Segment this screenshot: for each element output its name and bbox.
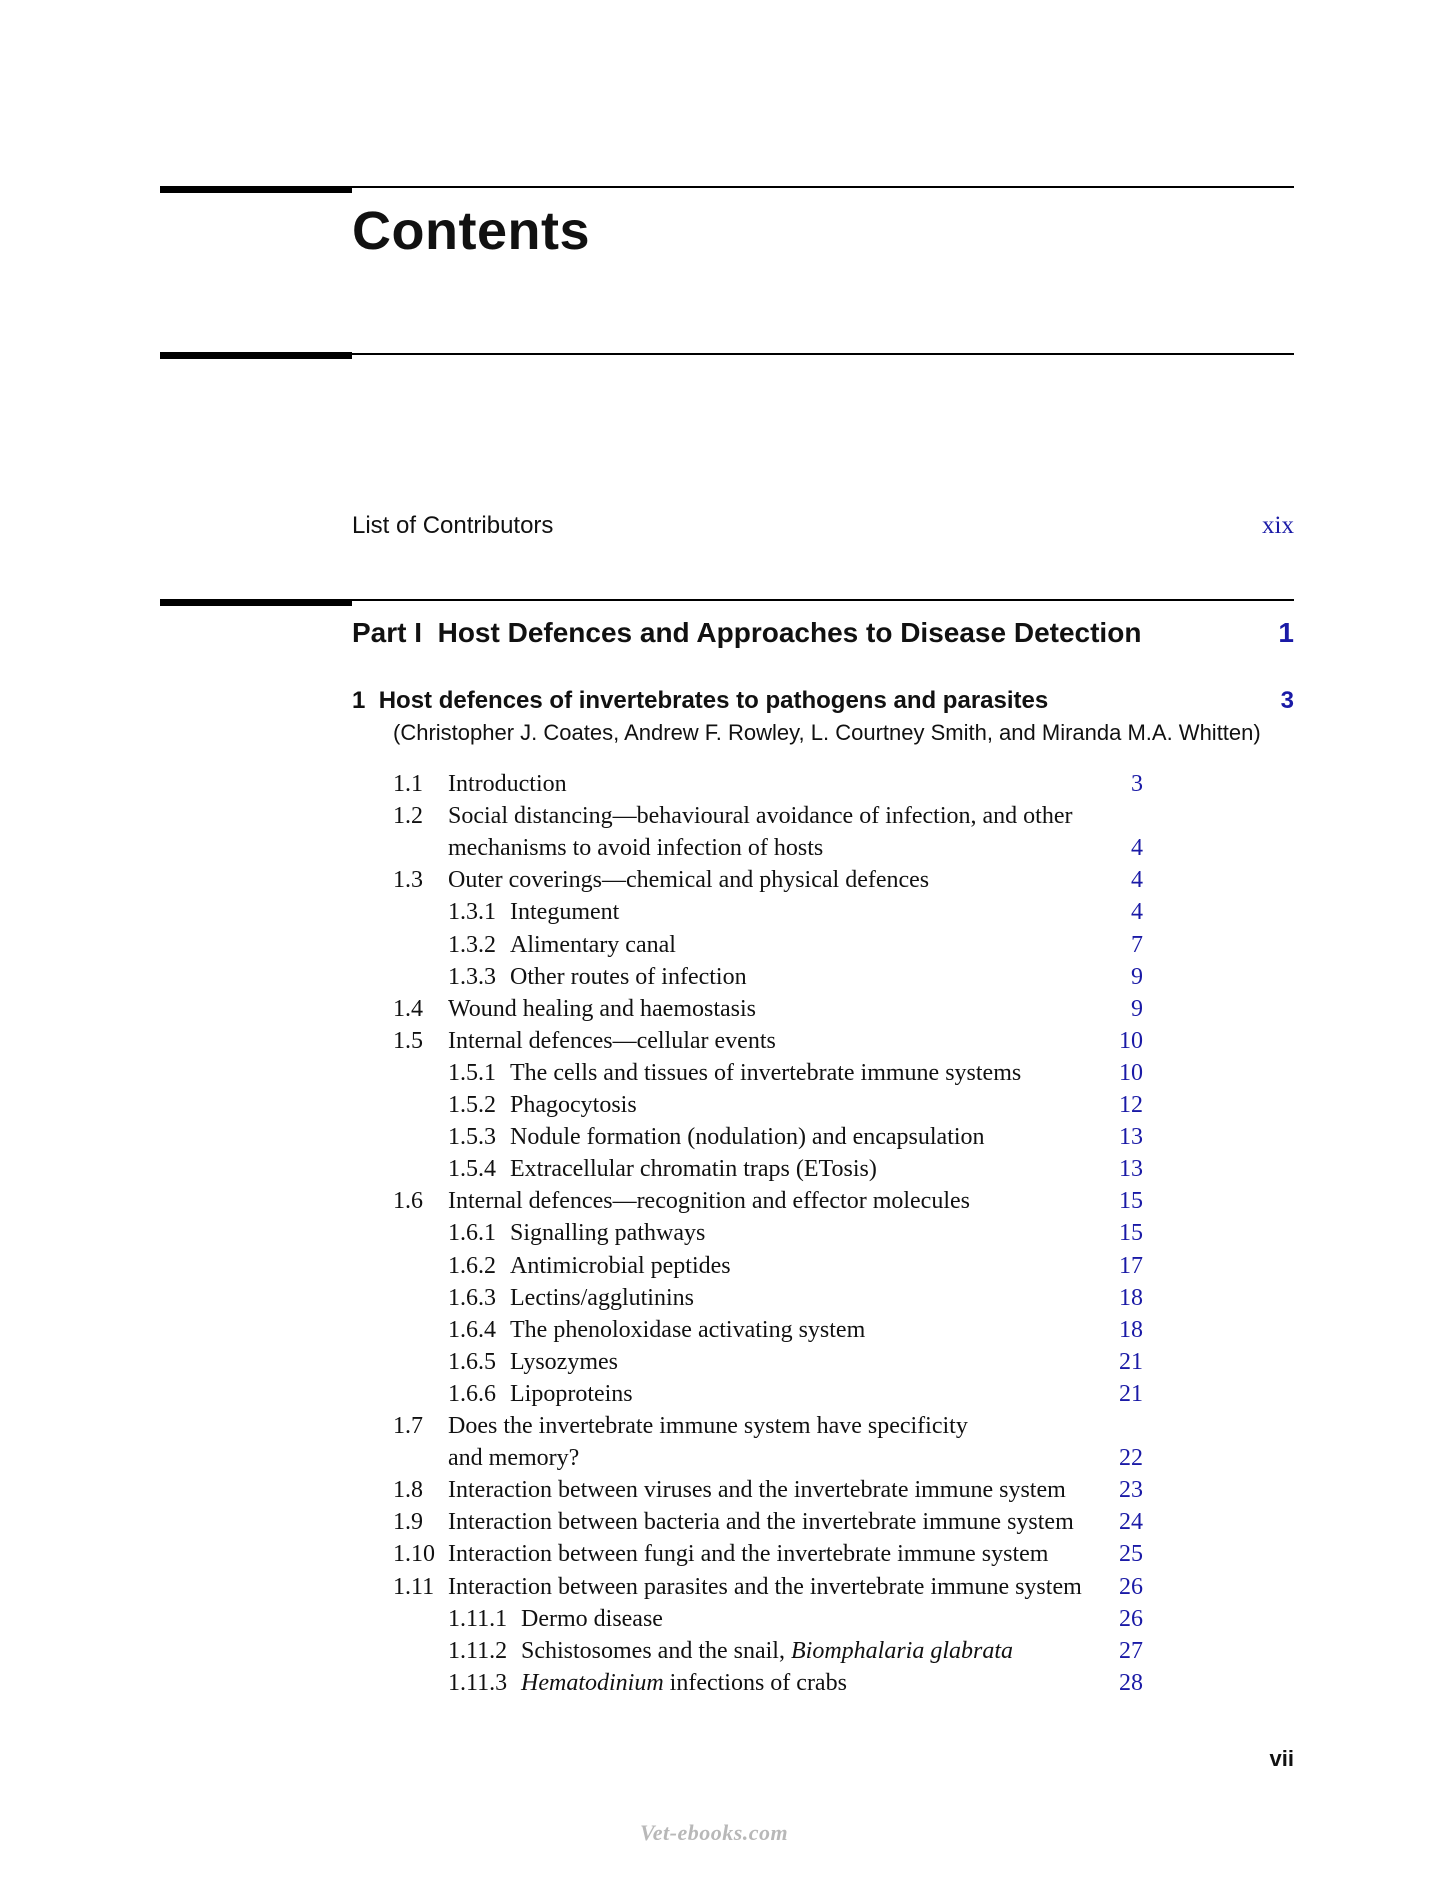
- toc-entry-number: 1.4: [393, 995, 423, 1022]
- toc-entry-title: [521, 1667, 847, 1699]
- toc-entry-title: Interaction between parasites and the invertebrate immune system: [448, 1573, 1082, 1600]
- toc-entry[interactable]: [0, 768, 1294, 800]
- toc-entry-number: 1.5.2: [448, 1092, 496, 1118]
- toc-entry-page-link[interactable]: 26: [1119, 1573, 1143, 1600]
- toc-entry-number: 1.11.1: [448, 1605, 508, 1632]
- toc-entry[interactable]: [0, 1378, 1294, 1410]
- toc-entry-number: 1.5.1: [448, 1059, 496, 1086]
- toc-entry[interactable]: [0, 1282, 1294, 1314]
- toc-entry-number: 1.2: [393, 803, 423, 830]
- toc-entry-title: Social distancing—behavioural avoidance of infection, and other: [448, 803, 1073, 830]
- page-title: Contents: [352, 201, 590, 261]
- toc-entry-number: 1.10: [393, 1541, 435, 1568]
- toc-entry-title: Outer coverings—chemical and physical defences: [448, 867, 930, 894]
- toc-entry-title: Phagocytosis: [510, 1092, 637, 1118]
- chapter-page-link[interactable]: 3: [1280, 687, 1294, 714]
- toc-entry-page-link[interactable]: 3: [1131, 771, 1143, 797]
- toc-entry-title: and memory?: [448, 1445, 580, 1472]
- toc-entry-number: 1.6.5: [448, 1348, 496, 1375]
- toc-entry-title: Introduction: [448, 771, 567, 797]
- toc-entry-number: 1.1: [393, 771, 423, 797]
- toc-entry-page-link[interactable]: 26: [1119, 1605, 1143, 1632]
- toc-entry-title: [521, 1635, 1013, 1667]
- toc-entry-page-link[interactable]: 27: [1119, 1637, 1143, 1664]
- toc-entry-title: Alimentary canal: [510, 931, 676, 958]
- toc-entry-title: Extracellular chromatin traps (ETosis): [510, 1156, 877, 1183]
- toc-entry[interactable]: [0, 1635, 1294, 1667]
- toc-entry-number: 1.6.3: [448, 1284, 496, 1311]
- toc-entry-number: 1.7: [393, 1413, 423, 1439]
- toc-entry-number: 1.3.2: [448, 931, 496, 958]
- toc-entry-page-link[interactable]: 18: [1119, 1316, 1143, 1343]
- toc-entry-title: Nodule formation (nodulation) and encapsulation: [510, 1124, 985, 1151]
- toc-entry[interactable]: [0, 929, 1294, 961]
- toc-entry-title-text: infections of crabs: [663, 1669, 847, 1696]
- toc-entry[interactable]: [0, 1346, 1294, 1378]
- toc-entry[interactable]: [0, 1410, 1294, 1442]
- heading-rule-thin-top: [160, 186, 1294, 188]
- toc-entry-number: 1.3.3: [448, 963, 496, 990]
- toc-entry-title-italic: Biomphalaria glabrata: [790, 1637, 1013, 1664]
- toc-entry-page-link[interactable]: 4: [1131, 835, 1143, 862]
- page-number: vii: [1269, 1746, 1294, 1771]
- toc-entry[interactable]: [0, 1474, 1294, 1506]
- part-title: Host Defences and Approaches to Disease Detection: [437, 617, 1142, 648]
- toc-entry-page-link[interactable]: 28: [1119, 1669, 1143, 1696]
- chapter-title: Host defences of invertebrates to pathogens and parasites: [378, 687, 1049, 714]
- toc-entry-title: Lectins/agglutinins: [510, 1284, 694, 1311]
- toc-entry-number: 1.6.4: [448, 1316, 496, 1343]
- toc-entry-page-link[interactable]: 17: [1119, 1252, 1143, 1279]
- toc-entry-page-link[interactable]: 18: [1119, 1284, 1143, 1311]
- toc-entry-title: Wound healing and haemostasis: [448, 995, 757, 1022]
- toc-entry[interactable]: [0, 1121, 1294, 1153]
- contributors-page-link[interactable]: xix: [1262, 512, 1294, 539]
- toc-entry[interactable]: [0, 961, 1294, 993]
- toc-entry-title: Dermo disease: [521, 1605, 663, 1632]
- toc-entry-page-link[interactable]: 24: [1119, 1509, 1143, 1536]
- toc-entry[interactable]: [0, 896, 1294, 928]
- toc-entry-number: 1.11.3: [448, 1669, 508, 1696]
- toc-entry[interactable]: [0, 1667, 1294, 1699]
- toc-entry-page-link[interactable]: 15: [1119, 1188, 1143, 1215]
- toc-entry-page-link[interactable]: 7: [1131, 931, 1143, 958]
- toc-entry-page-link[interactable]: 10: [1119, 1027, 1143, 1054]
- toc-entry-title-text: Schistosomes and the snail,: [521, 1637, 791, 1664]
- toc-entry-title: Interaction between fungi and the invertebrate immune system: [448, 1541, 1049, 1568]
- toc-entry-title: Internal defences—recognition and effector molecules: [448, 1188, 970, 1215]
- toc-entry-page-link[interactable]: 4: [1131, 867, 1143, 894]
- toc-entry-page-link[interactable]: 21: [1119, 1348, 1143, 1375]
- toc-entry[interactable]: [0, 1185, 1294, 1217]
- toc-entry-title: mechanisms to avoid infection of hosts: [448, 835, 824, 862]
- toc-entry-number: 1.5: [393, 1027, 423, 1054]
- toc-entry-title: The phenoloxidase activating system: [510, 1316, 866, 1343]
- toc-entry-number: 1.6.1: [448, 1220, 496, 1247]
- toc-entry-number: 1.3: [393, 867, 423, 894]
- contributors-label[interactable]: List of Contributors: [352, 512, 554, 539]
- toc-entry-title: Interaction between bacteria and the invertebrate immune system: [448, 1509, 1074, 1536]
- toc-entry-number: 1.6.6: [448, 1380, 496, 1407]
- toc-entry[interactable]: [0, 993, 1294, 1025]
- part-label: Part I: [352, 617, 423, 648]
- toc-entry-page-link[interactable]: 10: [1119, 1059, 1143, 1086]
- toc-entry-page-link[interactable]: 25: [1119, 1541, 1143, 1568]
- toc-entry-page-link[interactable]: 13: [1119, 1124, 1143, 1151]
- part-rule-thin: [160, 599, 1294, 601]
- part-heading[interactable]: [352, 617, 1141, 649]
- toc-entry[interactable]: [0, 1603, 1294, 1635]
- toc-entry-title-italic: Hematodinium: [521, 1669, 664, 1696]
- toc-entry-page-link[interactable]: 9: [1131, 963, 1143, 990]
- toc-entry-title: Integument: [510, 899, 620, 926]
- toc-entry-number: 1.5.4: [448, 1156, 496, 1183]
- toc-entry[interactable]: [0, 1089, 1294, 1121]
- toc-entry-page-link[interactable]: 21: [1119, 1380, 1143, 1407]
- toc-entry[interactable]: [0, 1057, 1294, 1089]
- toc-entry[interactable]: [0, 864, 1294, 896]
- toc-entry-page-link[interactable]: 4: [1131, 899, 1143, 926]
- watermark: Vet-ebooks.com: [640, 1820, 789, 1845]
- toc-entry-number: 1.11.2: [448, 1637, 508, 1664]
- chapter-number: 1: [352, 687, 366, 714]
- toc-entry[interactable]: [0, 1250, 1294, 1282]
- toc-entry[interactable]: [0, 1153, 1294, 1185]
- toc-entry-number: 1.5.3: [448, 1124, 496, 1151]
- chapter-heading[interactable]: [352, 687, 1048, 715]
- toc-entry[interactable]: [0, 1538, 1294, 1570]
- toc-entry-page-link[interactable]: 13: [1119, 1156, 1143, 1183]
- toc-entry-page-link[interactable]: 23: [1119, 1477, 1143, 1504]
- toc-entry-title: Interaction between viruses and the invertebrate immune system: [448, 1477, 1066, 1504]
- toc-entry-title: The cells and tissues of invertebrate immune systems: [510, 1059, 1022, 1086]
- toc-entry[interactable]: [0, 1571, 1294, 1603]
- toc-entry-number: 1.6.2: [448, 1252, 496, 1279]
- toc-entry[interactable]: [0, 1314, 1294, 1346]
- toc-entry-title: Other routes of infection: [510, 963, 747, 990]
- toc-entry-title: Signalling pathways: [510, 1220, 706, 1247]
- toc-entry-page-link[interactable]: 9: [1131, 995, 1143, 1022]
- toc-entry-number: 1.8: [393, 1477, 423, 1504]
- chapter-authors: (Christopher J. Coates, Andrew F. Rowley, L. Courtney Smith, and Miranda M.A. Whitten): [393, 720, 1261, 745]
- toc-entry-number: 1.6: [393, 1188, 423, 1215]
- toc-entry-title: Does the invertebrate immune system have specificity: [448, 1413, 968, 1439]
- toc-entry[interactable]: [0, 1217, 1294, 1249]
- toc-entry-title: Antimicrobial peptides: [510, 1252, 731, 1279]
- toc-entry[interactable]: [0, 1506, 1294, 1538]
- toc-entry-number: 1.3.1: [448, 899, 496, 926]
- toc-entry-page-link[interactable]: 12: [1119, 1092, 1143, 1118]
- toc-entry-page-link[interactable]: 22: [1119, 1445, 1143, 1472]
- part-page-link[interactable]: 1: [1278, 617, 1294, 648]
- toc-entry-number: 1.9: [393, 1509, 423, 1536]
- toc-entry[interactable]: [0, 800, 1294, 832]
- toc-entry-title: Lysozymes: [510, 1348, 618, 1375]
- toc-entry[interactable]: [0, 832, 1294, 864]
- toc-entry-page-link[interactable]: 15: [1119, 1220, 1143, 1247]
- toc-entry[interactable]: [0, 1025, 1294, 1057]
- toc-entry-number: 1.11: [393, 1573, 435, 1600]
- toc-entry-title: Lipoproteins: [510, 1380, 633, 1407]
- heading-rule-thin-bottom: [160, 353, 1294, 355]
- toc-entry-title: Internal defences—cellular events: [448, 1027, 776, 1054]
- toc-entry[interactable]: [0, 1442, 1294, 1474]
